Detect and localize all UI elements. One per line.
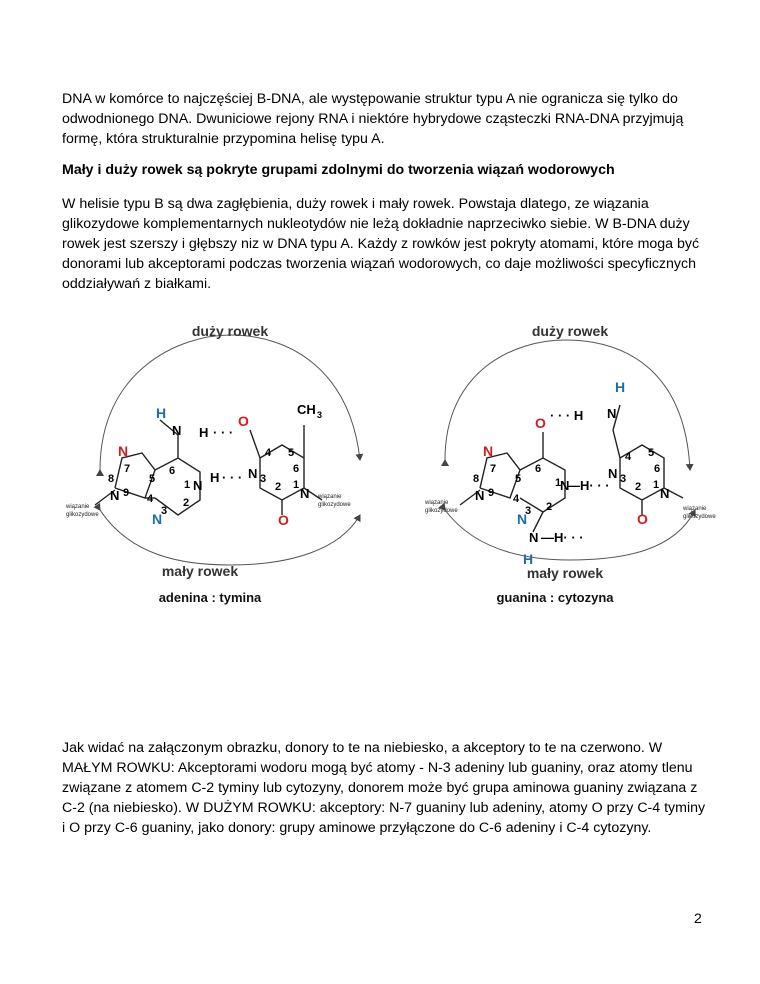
svg-text:3: 3 bbox=[317, 410, 323, 420]
svg-text:N: N bbox=[110, 488, 120, 503]
svg-text:1: 1 bbox=[184, 479, 191, 491]
svg-text:N: N bbox=[517, 511, 528, 527]
svg-text:N: N bbox=[193, 478, 203, 493]
page-number: 2 bbox=[694, 910, 702, 926]
svg-text:N: N bbox=[475, 488, 485, 503]
svg-text:5: 5 bbox=[515, 473, 522, 485]
svg-text:1: 1 bbox=[555, 477, 562, 489]
base-pair-figure bbox=[60, 310, 716, 610]
svg-text:N: N bbox=[300, 486, 310, 501]
svg-text:3: 3 bbox=[620, 473, 627, 485]
glycosidic-label-left-2: glikozydowe bbox=[425, 508, 458, 514]
svg-text:N: N bbox=[529, 530, 539, 545]
svg-text:N: N bbox=[248, 466, 258, 481]
svg-text:4: 4 bbox=[147, 493, 154, 505]
svg-text:· · ·: · · · bbox=[213, 425, 234, 440]
cytosine-structure bbox=[613, 405, 683, 515]
major-groove-arrow bbox=[100, 335, 360, 470]
paragraph-grooves: W helisie typu B są dwa zagłębienia, duży rowek i mały rowek. Powstaja dlatego, ze wiązania glikozydowe komplementarnych nukleotydów nie leżą dokładnie naprzeciwko siebie. W B-DNA duży rowek jest szerszy i głębszy niz w DNA typu A. Każdy z rowków jest pokryty atomami, które moga być donorami lub akceptorami podczas tworzenia wiązań wodorowych, co daje możliwości specyficznych oddziaływań z białkami. bbox=[62, 196, 700, 292]
svg-text:3: 3 bbox=[525, 505, 532, 517]
svg-text:5: 5 bbox=[648, 447, 655, 459]
svg-text:6: 6 bbox=[654, 463, 661, 475]
section-heading: Mały i duży rowek są pokryte grupami zdolnymi do tworzenia wiązań wodorowych bbox=[62, 162, 615, 178]
pair-label: guanina : cytozyna bbox=[496, 590, 614, 605]
svg-text:4: 4 bbox=[625, 451, 632, 463]
svg-text:2: 2 bbox=[275, 481, 282, 493]
svg-text:4: 4 bbox=[265, 447, 272, 459]
svg-text:H: H bbox=[156, 405, 167, 421]
svg-text:N: N bbox=[607, 406, 617, 421]
svg-text:6: 6 bbox=[169, 465, 176, 477]
svg-text:3: 3 bbox=[260, 473, 267, 485]
svg-text:N: N bbox=[483, 443, 494, 459]
svg-text:N: N bbox=[152, 511, 163, 527]
svg-text:7: 7 bbox=[124, 463, 131, 475]
glycosidic-label-right-2: glikozydowe bbox=[683, 514, 716, 520]
svg-text:9: 9 bbox=[488, 487, 495, 499]
paragraph-intro: DNA w komórce to najczęściej B-DNA, ale występowanie struktur typu A nie ogranicza się tylko do odwodnionego DNA. Dwuniciowe rejony RNA i niektóre hybrydowe cząsteczki RNA-DNA przyjmują formę, która strukturalnie przypomina helisę typu A. bbox=[62, 91, 684, 147]
svg-text:6: 6 bbox=[535, 463, 542, 475]
svg-text:N: N bbox=[560, 478, 570, 493]
svg-text:1: 1 bbox=[293, 479, 300, 491]
minor-groove-label: mały rowek bbox=[526, 565, 604, 581]
major-groove-label: duży rowek bbox=[531, 323, 609, 339]
svg-text:H: H bbox=[199, 425, 209, 440]
glycosidic-label-right: wiązanie bbox=[683, 506, 707, 512]
svg-text:O: O bbox=[278, 512, 289, 528]
svg-text:8: 8 bbox=[473, 473, 480, 485]
svg-text:H: H bbox=[210, 470, 220, 485]
svg-text:· · · H: · · · H bbox=[550, 408, 584, 423]
minor-groove-label: mały rowek bbox=[161, 563, 239, 579]
glycosidic-label-right-2: glikozydowe bbox=[318, 502, 351, 508]
svg-text:7: 7 bbox=[490, 463, 497, 475]
svg-text:—H· · ·: —H· · · bbox=[541, 530, 584, 545]
glycosidic-label-right: wiązanie bbox=[318, 494, 342, 500]
glycosidic-label-left: wiązanie bbox=[425, 500, 449, 506]
svg-text:2: 2 bbox=[635, 481, 642, 493]
svg-text:3: 3 bbox=[161, 505, 168, 517]
svg-text:4: 4 bbox=[513, 493, 520, 505]
major-groove-label: duży rowek bbox=[191, 323, 269, 339]
thymine-structure bbox=[250, 425, 322, 515]
svg-text:O: O bbox=[535, 415, 546, 431]
glycosidic-label-left-2: glikozydowe bbox=[66, 512, 99, 518]
svg-text:5: 5 bbox=[149, 473, 156, 485]
svg-text:8: 8 bbox=[108, 473, 115, 485]
svg-text:6: 6 bbox=[293, 463, 300, 475]
svg-text:O: O bbox=[637, 511, 648, 527]
svg-text:9: 9 bbox=[123, 487, 130, 499]
glycosidic-label-left: wiązanie bbox=[66, 504, 90, 510]
svg-text:2: 2 bbox=[546, 501, 553, 513]
svg-text:5: 5 bbox=[288, 447, 295, 459]
svg-text:· · ·: · · · bbox=[222, 470, 243, 485]
svg-text:N: N bbox=[118, 443, 129, 459]
svg-text:N: N bbox=[172, 423, 182, 438]
gc-pair-diagram bbox=[424, 323, 716, 605]
svg-text:H: H bbox=[523, 551, 534, 567]
pair-label: adenina : tymina bbox=[158, 590, 262, 605]
svg-text:CH: CH bbox=[297, 402, 316, 417]
svg-text:H: H bbox=[615, 379, 626, 395]
minor-groove-arrow bbox=[100, 510, 360, 565]
svg-text:—H· · ·: —H· · · bbox=[567, 478, 610, 493]
svg-text:N: N bbox=[608, 466, 618, 481]
svg-text:N: N bbox=[660, 486, 670, 501]
paragraph-donors-acceptors: Jak widać na załączonym obrazku, donory to te na niebiesko, a akceptory to te na czerwono. W MAŁYM ROWKU: Akceptorami wodoru mogą być atomy - N-3 adeniny lub guaniny, oraz atomy tlenu związane z atomem C-2 tyminy lub cytozyny, donorem może być grupa aminowa guaniny związana z C-2 (na niebiesko). W DUŻYM ROWKU: akceptory: N-7 guaniny lub adeniny, atomy O przy C-4 tyminy i O przy C-6 guaniny, jako donory: grupy aminowe przyłączone do C-6 adeniny i C-4 cytozyny. bbox=[62, 740, 706, 836]
svg-text:1: 1 bbox=[653, 479, 660, 491]
svg-text:2: 2 bbox=[183, 497, 190, 509]
svg-text:O: O bbox=[238, 413, 249, 429]
at-pair-diagram bbox=[65, 323, 360, 605]
